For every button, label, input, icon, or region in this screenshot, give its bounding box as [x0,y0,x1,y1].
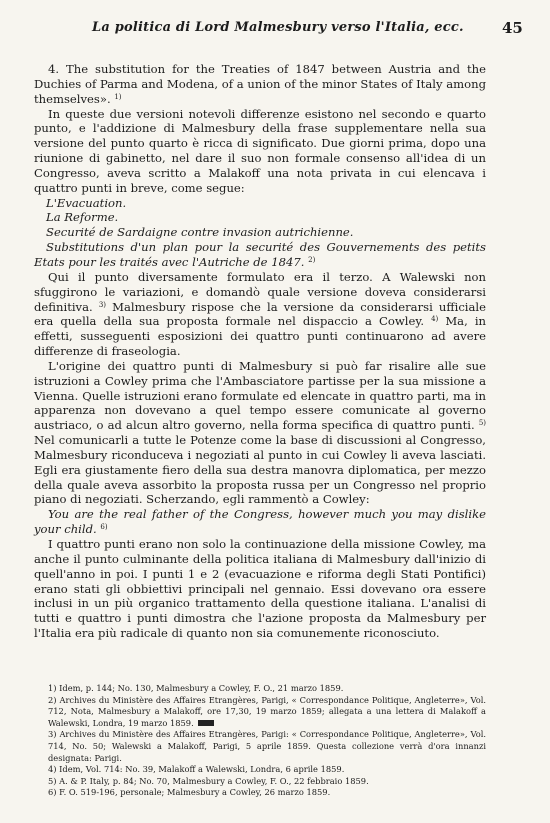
paragraph-four-points: I quattro punti erano non solo la continuazione della missione Cowley, ma anche il punto culminante della politica italiana di Malmesbury dall'inizio di quell'anno in poi. I punti 1 e 2 (evacuazione e riforma degli Stati Pontifici) erano stati gli obbiettivi principali nel gennaio. Essi dovevano ora essere inclusi in un più organico trattamento della questione italiana. L'analisi di tutti e quattro i punti dimostra che l'azione proposta da Malmesbury per l'Italia era più radicale di quanto non sia comunemente riconosciuto. [34,537,486,641]
quote-cowley: You are the real father of the Congress, however much you may dislike your child. $^{6)}$ [34,507,486,537]
footnote-2: 2) Archives du Ministère des Affaires Etrangères, Parigi, « Correspondance Politique, Angleterre», Vol. 712, Nota, Malmesbury a Malakoff, ore 17,30, 19 marzo 1859; allegata a una lettera di Malakoff a Walewski, Londra, 19 marzo 1859. [48,694,486,728]
ink-mark [198,720,214,726]
paragraph-origin: L'origine dei quattro punti di Malmesbury si può far risalire alle sue istruzioni a Cowley prima che l'Ambasciatore partisse per la sua missione a Vienna. Quelle istruzioni erano formulate ed elencate in quattro parti, ma in apparenza non dovevano a quel tempo essere comunicate al governo austriaco, o ad alcun altro governo, nella forma specifica di quattro punti. $^{5)}$ Nel comunicarli a tutte le Potenze come la base di discussioni al Congresso, Malmesbury riconduceva i negoziati al punto in cui Cowley li aveva lasciati. Egli era giustamente fiero della sua destra manovra diplomatica, per mezzo della quale aveva assorbito la proposta russa per un Congresso nel proprio piano di negoziati. Scherzando, egli rammentò a Cowley: [34,358,487,507]
footnotes [34,683,486,799]
footnote-1: 1) Idem, p. 144; No. 130, Malmesbury a Cowley, F. O., 21 marzo 1859. [48,683,344,693]
footnote-ref-6: 6) [100,523,108,532]
footnote-5: 5) A. & P. Italy, p. 84; No. 70, Malmesbury a Cowley, F. O., 22 febbraio 1859. [48,775,369,786]
page-number: 45 [502,19,523,37]
page-header [0,20,550,42]
footnote-6: 6) F. O. 519-196, personale; Malmesbury a Cowley, 26 marzo 1859. [48,787,331,798]
footnote-ref-5: 5) [478,419,487,428]
footnote-ref-3: 3) [98,300,107,309]
list-item-securite: Securité de Sardaigne contre invasion autrichienne. [46,225,354,240]
footnote-4: 4) Idem, Vol. 714: No. 39, Malakoff a Walewski, Londra, 6 aprile 1859. [48,764,345,775]
footnote-3: 3) Archives du Ministère des Affaires Etrangères, Parigi: « Correspondance Politique, Angleterre», Vol. 714, No. 50; Walewski a Malakoff, Parigi, 5 aprile 1859. Questa collezione verrà d'ora innanzi designata: Parigi. [48,729,486,763]
list-item-evacuation: L'Evacuation. [46,195,127,210]
paragraph-versions: In queste due versioni notevoli differenze esistono nel secondo e quarto punto, e l'addizione di Malmesbury della frase supplementare nella sua versione del punto quarto è ricca di significato. Due giorni prima, dopo una riunione di gabinetto, nel dare il suo non formale consenso all'idea di un Congresso, aveva scritto a Malakoff una nota privata in cui elencava i quattro punti in breve, come segue: [34,106,486,195]
footnote-ref-1: 1) [114,92,122,101]
list-item-substitutions: Substitutions d'un plan pour la securité des Gouvernements des petits Etats pour les traités avec l'Autriche de 1847. $^{2)}$ [34,240,486,269]
main-text [34,62,486,641]
list-item-reforme: La Reforme. [46,210,119,225]
paragraph-walewski: Qui il punto diversamente formulato era il terzo. A Walewski non sfuggirono le variazioni, e domandò quale versione doveva considerarsi definitiva. $^{3)}$ Malmesbury rispose che la versione da considerarsi ufficiale era quella della sua proposta formale nel dispaccio a Cowley. $^{4)}$ Ma, in effetti, susseguenti esposizioni dei quattro punti continuarono ad avere differenze di fraseologia. [34,269,487,359]
footnote-ref-2: 2) [308,255,316,264]
running-title: La politica di Lord Malmesbury verso l'Italia, ecc. [92,20,464,35]
footnote-ref-4: 4) [431,315,439,324]
paragraph-point-4: 4. The substitution for the Treaties of 1847 between Austria and the Duchies of Parma and Modena, of a union of the minor States of Italy among themselves». $^{1)}$ [34,62,486,106]
